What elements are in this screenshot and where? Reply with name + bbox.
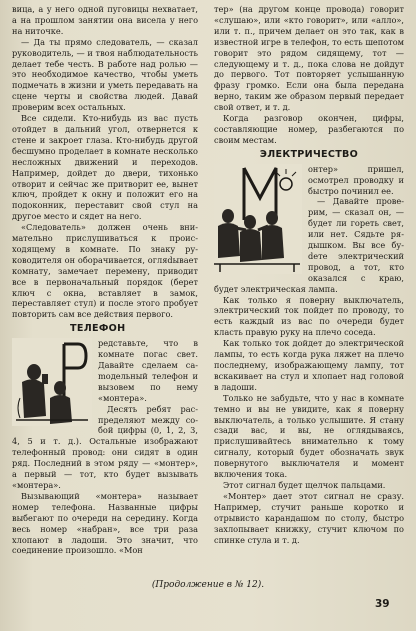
paragraph: Только не забудьте, что у нас в комнате темно и вы не увидите, как я поверну выключатель, а только услышите. Я стану сзади вас, и вы, не оглядываясь, прислушивайтесь внимательно к тому сигналу, который будет обозначать звук повернутого выключателя и момент включения тока. xyxy=(214,392,404,480)
electricity-figure-block xyxy=(214,164,404,295)
left-column xyxy=(12,4,198,556)
paragraph: тер» (на другом конце провода) говорит «слушаю», или «кто говорит», или «алло», или т. п., причем делает он это так, как в известной игре в телефон, то есть шепотом говорит это рядом сидящему, тот — следующему и т. д., пока слова не дойдут до первого. Тот повторяет услышанную фразу громко. Если она была передана верно, таким же образом первый передает свой ответ, и т. д. xyxy=(214,4,404,113)
paragraph: редставьте, что в комнате погас свет. Давайте сделаем саmодельный телефон и вызовем по нему «монтера». xyxy=(98,338,198,403)
paragraph: Десять ребят распределяют между собой цифры (0, 1, 2, 3, 4, 5 и т. д.). Остальные изображают телефонный провод: они сидят в один ряд. Последний в этом ряду — «монтер», а первый — тот, кто будет вызывать «монтера». xyxy=(12,403,198,490)
paragraph: вица, а у него одной пуговицы нехватает, а на прошлом занятии она висела у него на ниточке. xyxy=(12,4,198,36)
paragraph: Все сидели. Кто-нибудь из вас пусть отойдет в дальний угол, отвернется к стене и закроет глаза. Кто-нибудь другой бесшумно проделает в комнате несколько несложных движений и переходов. Например, дойдет до двери, тихонько отворит и сейчас же притворит ее, вынет ключ, пройдет к окну и положит его на подоконник, переставит свой стул на другое место и сядет на него. xyxy=(12,113,198,222)
telephone-figure-block xyxy=(12,338,198,491)
paragraph: «Следователь» должен очень внимательно прислушиваться к происходящему в комнате. По знаку руководителя он оборачивается, огляdывает комнату, замечает перемену, приводит все в первоначальный порядок (берет ключ с окна, вставляет в замок, переставляет стул) и после этого пробует повторить сам все действия первого. xyxy=(12,222,198,320)
paragraph: Когда разговор окончен, цифры, составляющие номер, разбегаются по своим местам. xyxy=(214,113,404,145)
paragraph: Как только ток дойдет до электрической лампы, то есть когда рука ляжет на плечо последнему, изображающему лампу, тот вскакивает на стул и хлопает над головой в ладоши. xyxy=(214,338,404,392)
page-number: 39 xyxy=(375,598,390,610)
right-column xyxy=(214,4,404,545)
people-telephone-illustration-icon xyxy=(12,338,92,426)
section-heading-telephone: ТЕЛЕФОН xyxy=(70,323,126,335)
paragraph: онтер» пришел, осмотрел проводку и быстро починил ее. xyxy=(308,163,404,196)
paragraph: Этот сигнал будет щелчок пальцами. xyxy=(223,479,386,490)
continuation-note: (Продолжение в № 12). xyxy=(151,580,265,590)
paragraph: — Давайте проверим, — сказал он, — будет ли гореть свет, или нет. Сядьте рядышком. Вы все буdете электрический провод, а тот, кто оказался с краю, будет электрическая лампа. xyxy=(214,196,404,294)
paragraph: «Монтер» дает этот сигнал не сразу. Например, стучит раньше коротко и отрывисто карандашом по столу, быстро захлопывает книжку, стучит ключом по спинке стула и т. д. xyxy=(214,490,404,545)
section-heading-electricity: ЭЛЕКТРИЧЕСТВО xyxy=(259,148,359,160)
paragraph: Вызывающий «монтера» называет номер телефона. Названные цифры выбегают по очереди на середину. Когда весь номер «набран», все три раза хлопают в ладоши. Это значит, что соединение произошло. «Мон xyxy=(12,490,198,556)
paragraph: Как только я поверну выключатель, электрический ток пойдет по проводу, то есть каждый из вас по очереди будет класть правую руку на плечо соседа. xyxy=(214,294,404,338)
people-chain-lamp-illustration-icon xyxy=(214,164,302,274)
paragraph: — Да ты прямо следователь, — сказал руководитель, — и твоя наблюдательность делает тебе честь. В работе над ролью — это необходимое качество, чтобы уметь подмечать в жизни и уметь передавать на сцене черты и свойства людей. Давай проверим всех остальных. xyxy=(12,36,198,113)
